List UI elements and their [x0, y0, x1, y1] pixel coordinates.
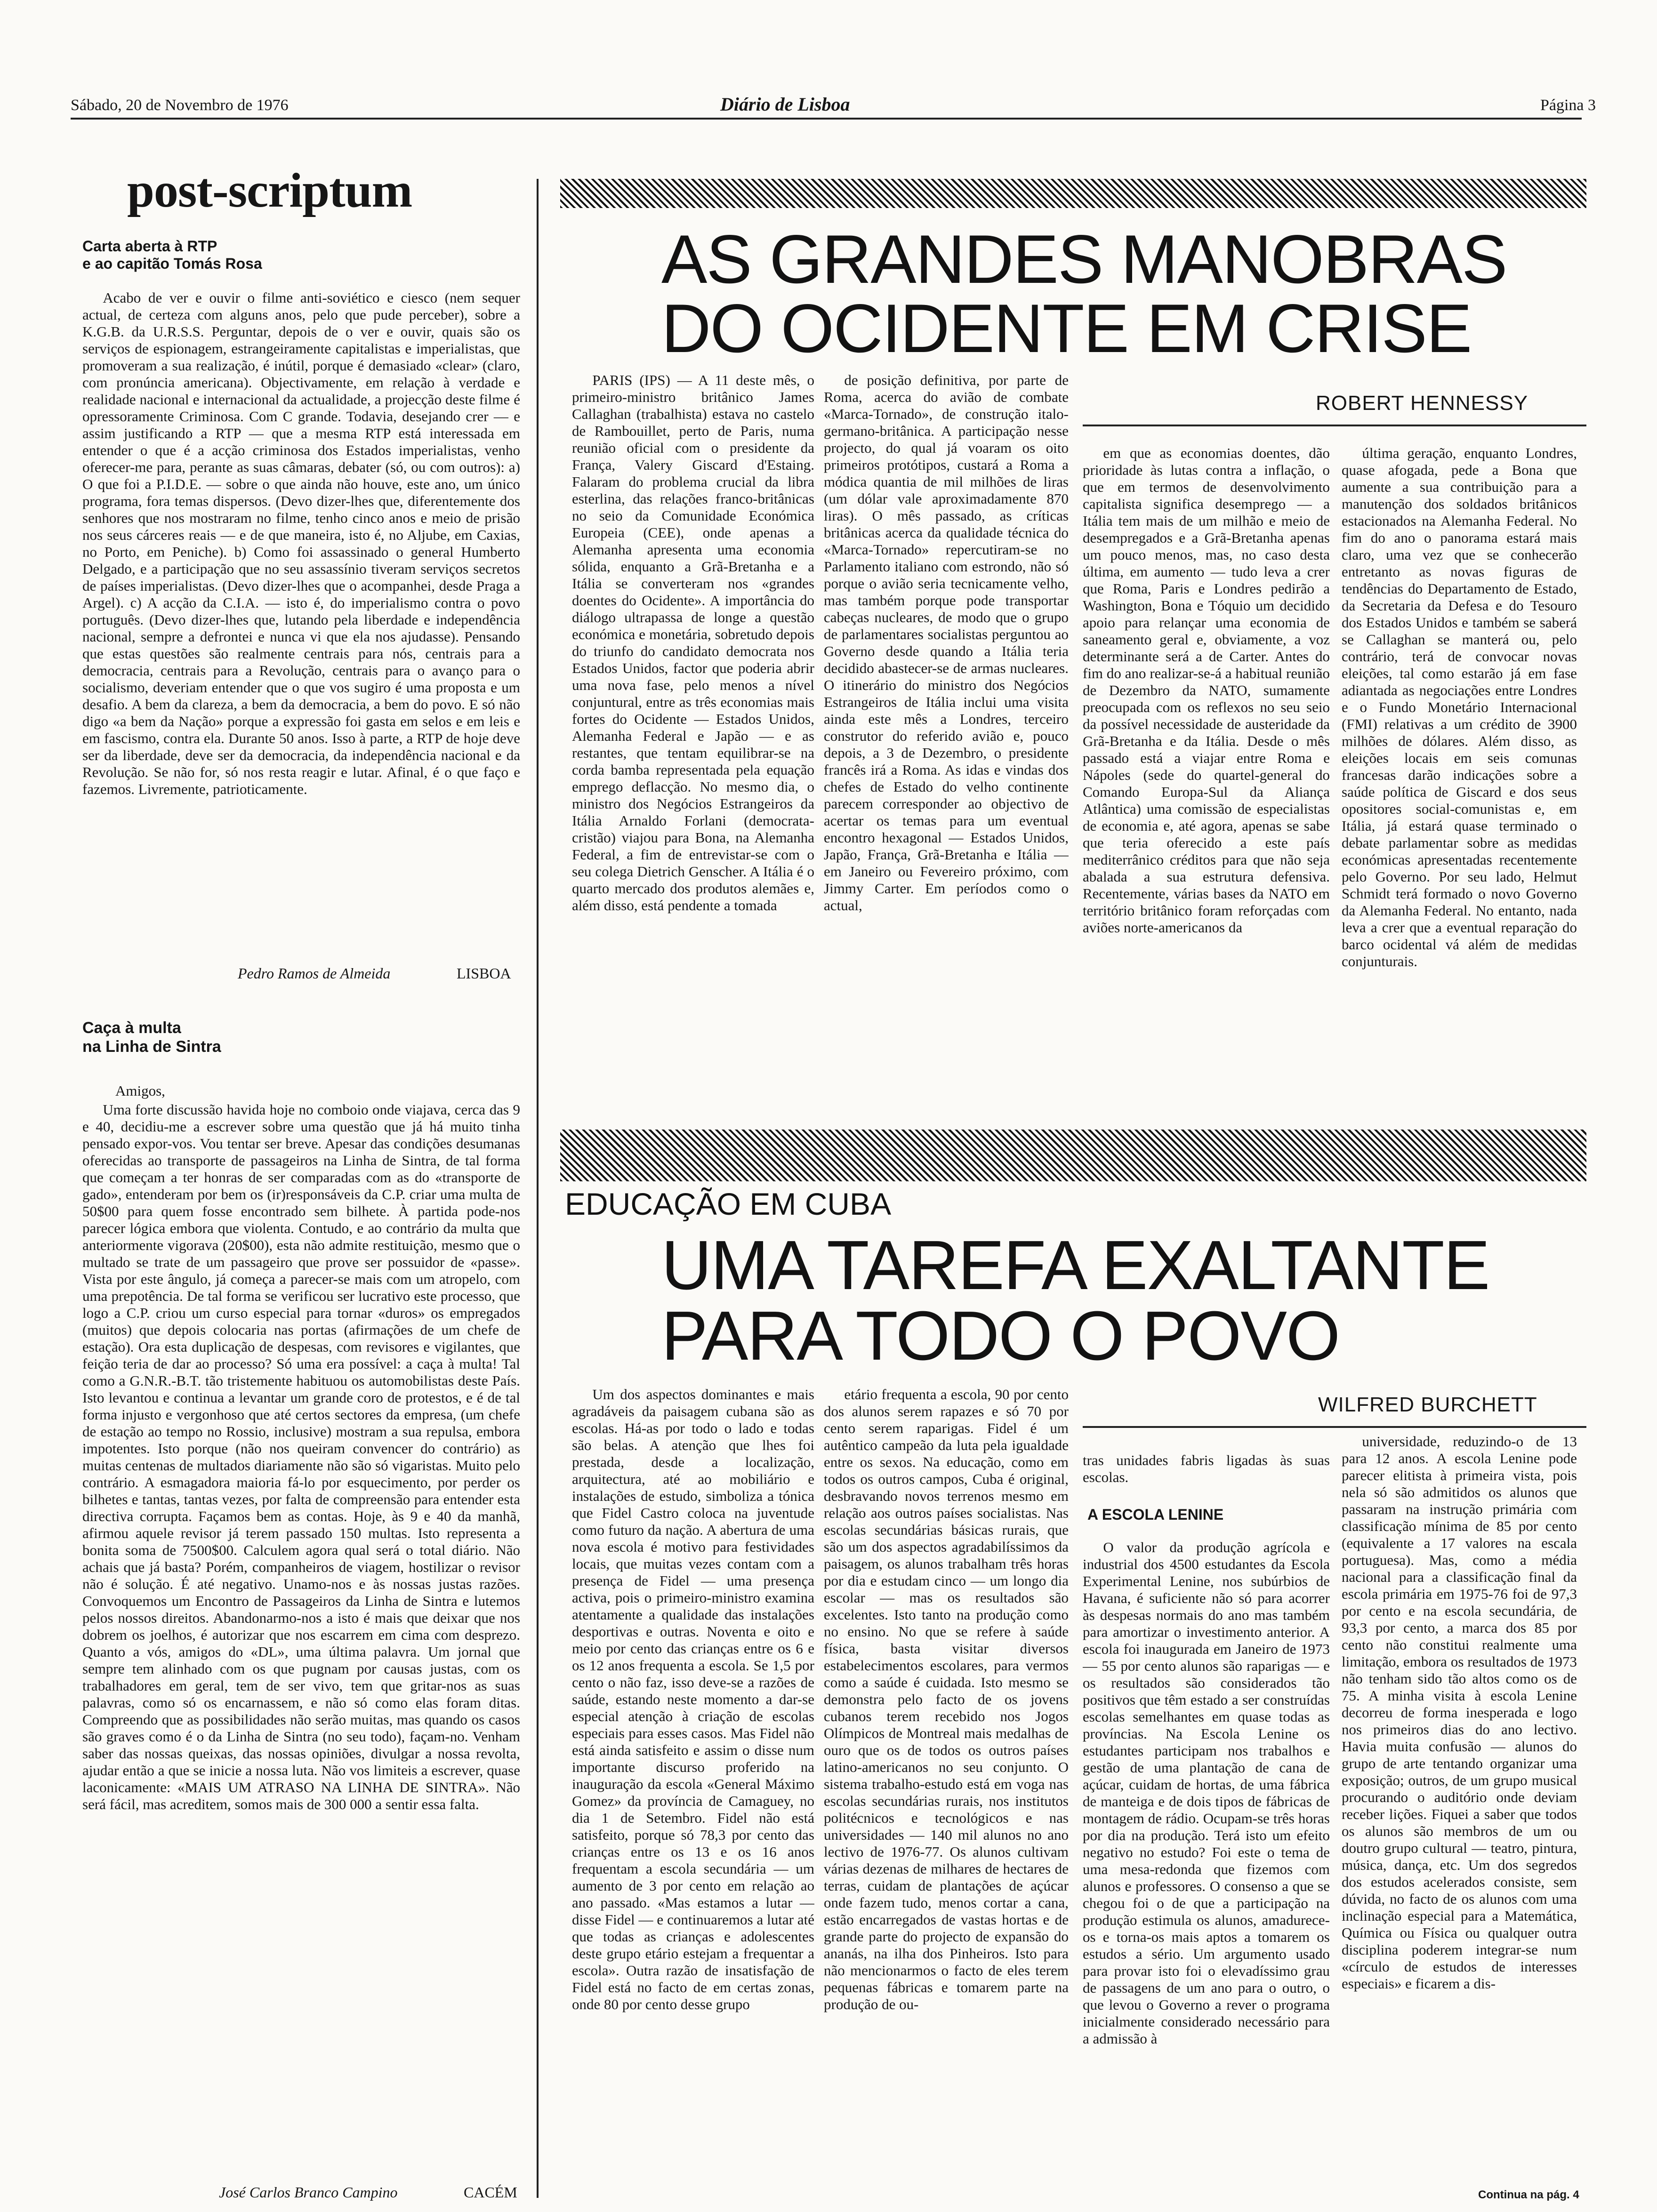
article2-col3a — [1083, 1452, 1330, 1490]
article2-continued: Continua na pág. 4 — [1478, 2188, 1579, 2201]
article2-kicker: EDUCAÇÃO EM CUBA — [565, 1186, 892, 1221]
article1-col2 — [824, 372, 1069, 1092]
masthead-date: Sábado, 20 de Novembro de 1976 — [71, 96, 289, 114]
article2-col4-text: universidade, reduzindo-o de 13 para 12 anos. A escola Lenine pode parecer elitista à primeira vista, pois nela só são admitidos os alunos que passaram na instrução primária com classificação mínima de 85 por cento (equivalente a 17 valores na escala portuguesa). Mas, como a média nacional para a classificação final da escola primária em 1975-76 foi de 97,3 por cento e na escola secundária, de 93,3 por cento, a marca dos 85 por cento não constitui realmente uma limitação, embora os resultados de 1973 não tenham sido tão altos como os de 75. A minha visita à escola Lenine decorreu de forma inesperada e logo nos primeiros dias do ano lectivo. Havia muita confusão — alunos do grupo de arte tentando organizar uma exposição; outros, de um grupo musical procurando o auditório onde deviam receber lições. Fiquei a saber que todos os alunos são membros de um ou doutro grupo cultural — teatro, pintura, música, dança, etc. Um dos segredos dos estudos acelerados consiste, sem dúvida, no facto de os alunos com uma inclinação especial para a Matemática, Química ou Física ou qualquer outra disciplina poderem integrar-se num «círculo de estudos de interesses especiais» e ficarem a dis- — [1342, 1433, 1577, 1992]
article2-headline-line2: PARA TODO O POVO — [661, 1297, 1340, 1375]
letter1-text: Acabo de ver e ouvir o filme anti-soviético e ciesco (nem sequer actual, de certeza com alguns anos, pelo que pude perceber), sobre a K.G.B. da U.R.S.S. Perguntar, depois de o ver e ouvir, quais são os serviços de espionagem, estrangeiramente capitalistas e imperialistas, que promoveram a sua realização, é inútil, porque é demasiado «clear» (claro, com pronúncia americana). Objectivamente, em relação à verdade e realidade nacional e internacional da actualidade, a projecção deste filme é opressoramente Criminosa. Com C grande. Todavia, desejando crer — e assim justificando a RTP — que a mesma RTP está interessada em entender o que é a acção criminosa dos Estados imperialistas, venho oferecer-me para, perante as suas câmaras, debater (só, ou com outros): a) O que foi a P.I.D.E. — sobre o que ainda não houve, este ano, um único programa, fora temas dispersos. (Devo dizer-lhes que, diferentemente dos senhores que nos mostraram no filme, tenho cinco anos e meio de prisão nos seus cárceres reais — e de que maneira, isto é, no Aljube, em Caxias, no Porto, em Peniche). b) Como foi assassinado o general Humberto Delgado, e a participação que no seu assassínio tiveram serviços secretos de países imperialistas. (Devo dizer-lhes que o acompanhei, desde Praga a Argel). c) A acção da C.I.A. — isto é, do imperialismo contra o povo português. (Devo dizer-lhes que, lutando pela liberdade e independência nacional, sempre a defrontei e nunca vi que ela nos ajudasse). Pensando que estas questões são realmente centrais para nós, centrais para a democracia, centrais para a Revolução, centrais para o avanço para o socialismo, deveriam entender que o que vos sugiro é uma proposta e um desafio. A bem da clareza, a bem da democracia, a bem do povo. E só não digo «a bem da Nação» porque a expressão foi gasta em selos e em leis e em fascismo, contra ela. Durante 50 anos. Isso à parte, a RTP de hoje deve ser da liberdade, deve ser da democracia, da independência nacional e da Revolução. Se não for, só nos resta reagir e lutar. Afinal, é o que faço e fazemos. Livremente, patrioticamente. — [82, 289, 520, 797]
masthead-rule — [71, 118, 1582, 120]
letter2-text: Uma forte discussão havida hoje no comboio onde viajava, cerca das 9 e 40, decidiu-me a escrever sobre uma questão que já há muito tinha pensado expor-vos. Vou tentar ser breve. Apesar das condições desumanas oferecidas ao transporte de passageiros na Linha de Sintra, de tal forma que começam a ter honras de ser comparadas com as do «transporte de gado», entenderam por bem os (ir)responsáveis da C.P. criar uma multa de 50$00 para quem fosse encontrado sem bilhete. À partida pode-nos parecer lógica embora que violenta. Contudo, e ao contrário da multa que anteriormente vigorava (20$00), esta não admite restituição, mesmo que o multado se trate de um passageiro que prove ser possuidor de «passe». Vista por este ângulo, já começa a parecer-se mais com um atropelo, com uma prepotência. De tal forma se verificou ser lucrativo este processo, que logo a C.P. criou um curso especial para tornar «duros» os empregados (muitos) que depois colocaria nas portas (afirmações de um chefe de estação). Ora esta duplicação de despesas, com revisores e vigilantes, que feição teria de dar ao processo? Só uma era possível: a caça à multa! Tal como a G.N.R.-B.T. tão tristemente habituou os automobilistas deste País. Isto levantou e continua a levantar um grande coro de protestos, e é de tal forma injusto e vergonhoso que até certos sectores da empresa, (um chefe de estação ao tempo no Rossio, inclusive) mostram a sua repulsa, embora impotentes. Isto porque (não nos queiram convencer do contrário) as muitas centenas de multados diariamente não são só vigaristas. Muito pelo contrário. A esmagadora maioria fá-lo por esquecimento, por perder os bilhetes e tantas, tantas vezes, por falta de compreensão para entender esta directiva corrupta. Façamos bem as contas. Hoje, às 9 e 40 da manhã, afirmou aquele revisor já terem passado 150 multas. Isto representa a bonita soma de 7500$00. Calculem agora qual será o total diário. Não achais que já basta? Porém, companheiros de viagem, hostilizar o revisor não é solução. É até negativo. Unamo-nos e às nossas justas razões. Convoquemos um Encontro de Passageiros da Linha de Sintra e lutemos pelos nossos direitos. Abandonarmo-nos a isto é mais que deixar que nos dobrem os joelhos, é autorizar que nos escarrem em cima com desprezo. Quanto a vós, amigos do «DL», uma última palavra. Um jornal que sempre tem alinhado com os que pugnam por causas justas, com os trabalhadores em geral, tem de ser vivo, tem que gritar-nos as suas palavras, como só os encarnassem, e não só como elas foram ditas. Compreendo que as possibilidades não serão muitas, mas quando os casos são graves como é o da Linha de Sintra (no seu todo), façam-no. Venham saber das nossas queixas, das nossas opiniões, divulgar a nossa revolta, ajudar então a que se inicie a nossa luta. Não vos limiteis a escrever, quase laconicamente: «MAIS UM ATRASO NA LINHA DE SINTRA». Não será fácil, mas acreditem, somos mais de 300 000 a sentir essa falta. — [82, 1101, 520, 1812]
article1-col1 — [572, 372, 814, 1092]
article2-col3b — [1083, 1539, 1330, 2196]
letter1-heading2: e ao capitão Tomás Rosa — [82, 255, 262, 272]
article2-byline-rule — [1083, 1426, 1586, 1428]
article1-headline-line2: DO OCIDENTE EM CRISE — [661, 290, 1472, 367]
article2-col2 — [824, 1386, 1069, 2196]
article1-col1-text: PARIS (IPS) — A 11 deste mês, o primeiro-ministro britânico James Callaghan (trabalhista) estava no castelo de Rambouillet, perto de Paris, numa reunião oficial com o presidente da França, Valery Giscard d'Estaing. Falaram do problema crucial da libra esterlina, das relações franco-britânicas no seio da Comunidade Económica Europeia (CEE), onde apenas a Alemanha apresenta uma economia sólida, enquanto a Grã-Bretanha e a Itália se converteram nos «grandes doentes do Ocidente». A importância do diálogo ultrapassa de longe a questão económica e monetária, sobretudo depois do triunfo do candidato democrata nos Estados Unidos, factor que poderia abrir uma nova fase, pelo menos a nível conjuntural, entre as três economias mais fortes do Ocidente — Estados Unidos, Alemanha Federal e Japão — e as restantes, que tentam equilibrar-se na corda bamba representada pela equação emprego deflacção. No mesmo dia, o ministro dos Negócios Estrangeiros da Itália Arnaldo Forlani (democrata-cristão) viajou para Bona, na Alemanha Federal, a fim de entrevistar-se com o seu colega Dietrich Genscher. A Itália é o quarto mercado dos produtos alemães e, além disso, está pendente a tomada — [572, 372, 814, 914]
letter2-heading2: na Linha de Sintra — [82, 1038, 221, 1056]
page-number: Página 3 — [1540, 96, 1596, 114]
article1-col4 — [1342, 445, 1577, 1092]
article2-col3b-text: O valor da produção agrícola e industrial dos 4500 estudantes da Escola Experimental Lenine, nos subúrbios de Havana, é suficiente não só para acorrer às despesas normais do ano mas também para amortizar o investimento anterior. A escola foi inaugurada em Janeiro de 1973 — 55 por cento alunos são raparigas — e os resultados são considerados tão positivos que têm estado a ser construídas escolas semelhantes em quase todas as províncias. Na Escola Lenine os estudantes participam nos trabalhos e gestão de uma plantação de cana de açúcar, cuidam de hortas, de uma fábrica de manteiga e de dois tipos de fábricas de montagem de rádio. Ocupam-se três horas por dia na produção. Terá isto um efeito negativo no estudo? Foi este o tema de uma mesa-redonda que fizemos com alunos e professores. O consenso a que se chegou foi o de que a participação na produção estimula os alunos, amadurece-os e torna-os mais aptos a tomarem os estudos a sério. Um argumento usado para provar isto foi o elevadíssimo grau de passagens de um ano para o outro, o que levou o Governo a rever o programa inicialmente considerado necessário para a admissão à — [1083, 1539, 1330, 2047]
letter2-greeting: Amigos, — [115, 1082, 165, 1099]
article2-col1-text: Um dos aspectos dominantes e mais agradáveis da paisagem cubana são as escolas. Há-as por todo o lado e todas são belas. A atenção que lhes foi prestada, desde a localização, arquitectura, até ao mobiliário e instalações de estudo, simboliza a tónica que Fidel Castro coloca na juventude como futuro da nação. A abertura de uma nova escola é motivo para festividades locais, que muitas vezes contam com a presença de Fidel — uma presença activa, pois o primeiro-ministro examina atentamente a qualidade das instalações desportivas e outras. Noventa e oito e meio por cento das crianças entre os 6 e os 12 anos frequenta a escola. Se 1,5 por cento o não faz, isso deve-se a razões de saúde, estando neste momento a dar-se especial atenção à criação de escolas especiais para esses casos. Mas Fidel não está ainda satisfeito e assim o disse num importante discurso proferido na inauguração da escola «General Máximo Gomez» da província de Camaguey, no dia 1 de Setembro. Fidel não está satisfeito, porque só 78,3 por cento das crianças entre os 13 e os 16 anos frequentam a escola secundária — um aumento de 3 por cento em relação ao ano passado. «Mas estamos a lutar — disse Fidel — e continuaremos a lutar até que todas as crianças e adolescentes deste grupo etário estejam a frequentar a escola». Outra razão de insatisfação de Fidel está no facto de em certas zonas, onde 80 por cento desse grupo — [572, 1386, 814, 2012]
letter1-body — [82, 289, 520, 946]
letter2-signature: José Carlos Branco Campino — [219, 2184, 398, 2201]
letter1-signature: Pedro Ramos de Almeida — [238, 965, 391, 982]
letter2-heading1: Caça à multa — [82, 1019, 181, 1037]
letter2-body — [82, 1101, 520, 2064]
article2-hatch-band — [560, 1130, 1586, 1181]
article2-col4 — [1342, 1433, 1577, 2181]
article1-headline-line1: AS GRANDES MANOBRAS — [661, 221, 1507, 297]
article2-subhead: A ESCOLA LENINE — [1087, 1506, 1224, 1523]
letter2-place: CACÉM — [464, 2184, 517, 2201]
article2-col3a-text: tras unidades fabris ligadas às suas escolas. — [1083, 1452, 1330, 1485]
article2-headline-line1: UMA TAREFA EXALTANTE — [661, 1226, 1489, 1304]
article1-col2-text: de posição definitiva, por parte de Roma, acerca do avião de combate «Marca-Tornado», de construção italo-germano-britânica. A participação nesse projecto, do qual já voaram os oito primeiros protótipos, custará a Roma a módica quantia de mil milhões de liras (um dólar vale aproximadamente 870 liras). O mês passado, as críticas britânicas acerca da qualidade técnica do «Marca-Tornado» repercutiram-se no Parlamento italiano com estrondo, não só porque o avião seria tecnicamente velho, mas também porque pode transportar cabeças nucleares, de modo que o grupo de parlamentares socialistas perguntou ao Governo desde quando a Itália teria decidido abastecer-se de armas nucleares. O itinerário do ministro dos Negócios Estrangeiros de Itália inclui uma visita ainda este mês a Londres, terceiro construtor do referido avião e, pouco depois, a 3 de Dezembro, o presidente francês irá a Roma. As idas e vindas dos chefes de Estado do velho continente parecem corresponder ao objectivo de acertar os temas para um eventual encontro hexagonal — Estados Unidos, Japão, França, Grã-Bretanha e Itália — em Janeiro ou Fevereiro próximo, com Jimmy Carter. Em períodos como o actual, — [824, 372, 1069, 914]
masthead-title: Diário de Lisboa — [720, 94, 850, 115]
postscriptum-title: post-scriptum — [127, 163, 412, 217]
article1-byline-rule — [1083, 425, 1586, 426]
article1-hatch-band — [560, 179, 1586, 208]
article1-col3 — [1083, 445, 1330, 1092]
article2-col1 — [572, 1386, 814, 2196]
article1-col4-text: última geração, enquanto Londres, quase afogada, pede a Bona que aumente a sua contribuição para a manutenção dos soldados britânicos estacionados na Alemanha Federal. No fim do ano o panorama estará mais claro, uma vez que se conhecerão entretanto as novas figuras de tendências do Departamento de Estado, da Secretaria da Defesa e do Tesouro dos Estados Unidos e também se saberá se Callaghan se manterá ou, pelo contrário, terá de convocar novas eleições, tal como estarão já em fase adiantada as negociações entre Londres e o Fundo Monetário Internacional (FMI) relativas a um crédito de 3900 milhões de dólares. Além disso, as eleições locais em seis comunas francesas darão indicações sobre a saúde política de Giscard e dos seus opositores social-comunistas e, em Itália, já estará quase terminado o debate parlamentar sobre as medidas económicas apresentadas recentemente pelo Governo. Por seu lado, Helmut Schmidt terá formado o novo Governo da Alemanha Federal. No entanto, nada leva a crer que a eventual reparação do barco ocidental vá além de medidas conjunturais. — [1342, 445, 1577, 970]
article2-byline: WILFRED BURCHETT — [1318, 1393, 1537, 1416]
article2-col2-text: etário frequenta a escola, 90 por cento dos alunos serem rapazes e só 70 por cento serem raparigas. Fidel é um autêntico campeão da luta pela igualdade entre os sexos. Na educação, como em todos os outros campos, Cuba é original, desbravando novos terrenos mesmo em relação aos outros países socialistas. Nas escolas secundárias básicas rurais, que são um dos aspectos agradabilíssimos da paisagem, os alunos trabalham três horas por dia e estudam cinco — um longo dia escolar — mas os resultados são excelentes. Isto tanto na produção como no ensino. No que se refere à saúde física, basta visitar diversos estabelecimentos escolares, para vermos como a saúde é cuidada. Isto mesmo se demonstra pelo facto de os jovens cubanos terem recebido nos Jogos Olímpicos de Montreal mais medalhas de ouro que os de todos os outros países latino-americanos no seu conjunto. O sistema trabalho-estudo está em voga nas escolas secundárias rurais, nos institutos politécnicos e tecnológicos e nas universidades — 140 mil alunos no ano lectivo de 1976-77. Os alunos cultivam várias dezenas de milhares de hectares de terras, cuidam de plantações de açúcar onde fazem tudo, menos cortar a cana, estão encarregados de vastas hortas e de grande parte do projecto de expansão do ananás, na ilha dos Pinheiros. Isto para não mencionarmos o facto de eles terem pequenas fábricas e tomarem parte na produção de ou- — [824, 1386, 1069, 2012]
column-divider — [537, 179, 539, 2198]
article1-col3-text: em que as economias doentes, dão prioridade às lutas contra a inflação, o que em termos de desenvolvimento capitalista significa desemprego — a Itália tem mais de um milhão e meio de desempregados e a Grã-Bretanha apenas um pouco menos, mas, no caso desta última, em aumento — tudo leva a crer que Roma, Paris e Londres pedirão a Washington, Bona e Tóquio um decidido apoio para relançar uma economia de saneamento geral e, obviamente, a voz determinante será a de Carter. Antes do fim do ano realizar-se-á a habitual reunião de Dezembro da NATO, sumamente preocupada com os reflexos no seu seio da possível necessidade de austeridade da Grã-Bretanha e da Itália. Desde o mês passado está a viajar entre Roma e Nápoles (sede do quartel-general do Comando Europa-Sul da Aliança Atlântica) uma comissão de especialistas de economia e, até agora, apenas se sabe que teria oferecido a este país mediterrânico créditos para que não seja abalada a sua estrutura defensiva. Recentemente, várias bases da NATO em território britânico foram reforçadas com aviões norte-americanos da — [1083, 445, 1330, 936]
letter1-place: LISBOA — [457, 965, 511, 982]
letter1-heading1: Carta aberta à RTP — [82, 238, 217, 255]
article1-byline: ROBERT HENNESSY — [1316, 392, 1528, 415]
